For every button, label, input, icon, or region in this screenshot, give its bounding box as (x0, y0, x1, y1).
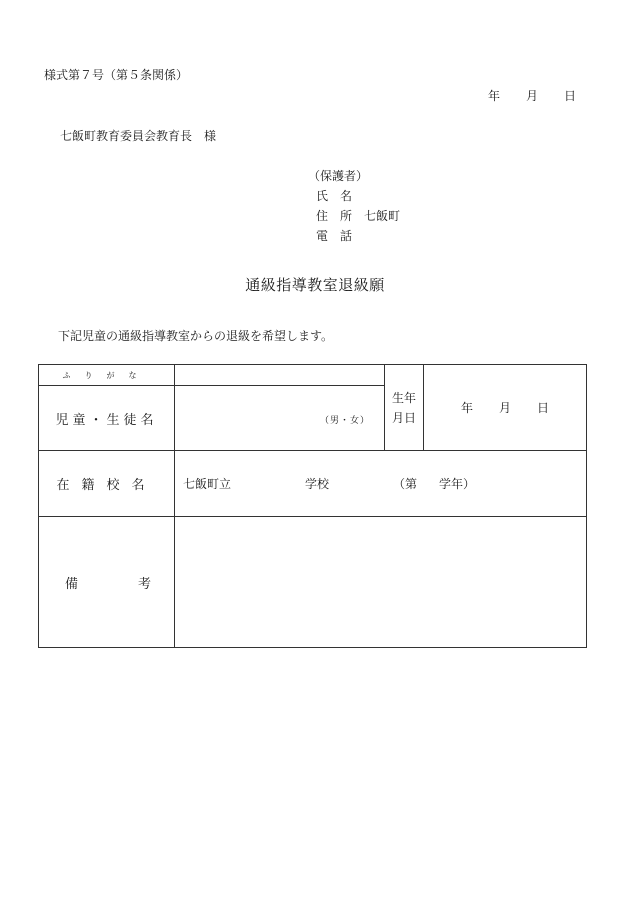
guardian-address-label: 住 所 (316, 209, 353, 223)
remarks-label-left: 備 (65, 576, 79, 592)
birth-date-label (385, 365, 424, 451)
addressee: 七飯町教育委員会教育長 様 (60, 129, 217, 143)
birth-label-bottom: 月日 (391, 410, 416, 425)
date-year: 年 (488, 89, 501, 103)
school-label: 在籍校名 (39, 451, 175, 517)
school-town: 七飯町立 (183, 477, 232, 491)
guardian-phone-label: 電 話 (316, 229, 353, 243)
grade-open: （第 (393, 477, 418, 491)
document-title: 通級指導教室退級願 (245, 276, 385, 294)
remarks-label (39, 517, 175, 648)
student-info-table (38, 364, 587, 648)
furigana-row (39, 365, 587, 386)
grade-close: 学年） (439, 477, 476, 491)
guardian-address (316, 207, 400, 224)
school-field[interactable] (175, 451, 587, 517)
furigana-label: ふりがな (39, 365, 175, 386)
guardian-heading: （保護者） (308, 169, 369, 183)
form-number: 様式第７号（第５条関係） (44, 68, 189, 82)
request-text: 下記児童の通級指導教室からの退級を希望します。 (58, 329, 334, 343)
birth-month: 月 (498, 401, 511, 415)
submission-date (488, 87, 576, 104)
school-suffix: 学校 (305, 477, 330, 491)
furigana-field[interactable] (175, 365, 385, 386)
birth-label-top: 生年 (391, 390, 416, 405)
birth-date-field[interactable] (424, 365, 587, 451)
remarks-field[interactable] (175, 517, 587, 648)
student-name-label: 児童・生徒名 (39, 386, 175, 451)
birth-day: 日 (536, 401, 549, 415)
date-month: 月 (526, 89, 539, 103)
date-day: 日 (564, 89, 577, 103)
guardian-name-label: 氏 名 (316, 189, 353, 203)
school-row (39, 451, 587, 517)
remarks-row (39, 517, 587, 648)
student-name-field[interactable] (175, 386, 385, 451)
gender-selector[interactable]: （男・女） (319, 416, 370, 426)
guardian-address-value: 七飯町 (364, 209, 401, 223)
birth-year: 年 (460, 401, 473, 415)
remarks-label-right: 考 (138, 576, 152, 592)
